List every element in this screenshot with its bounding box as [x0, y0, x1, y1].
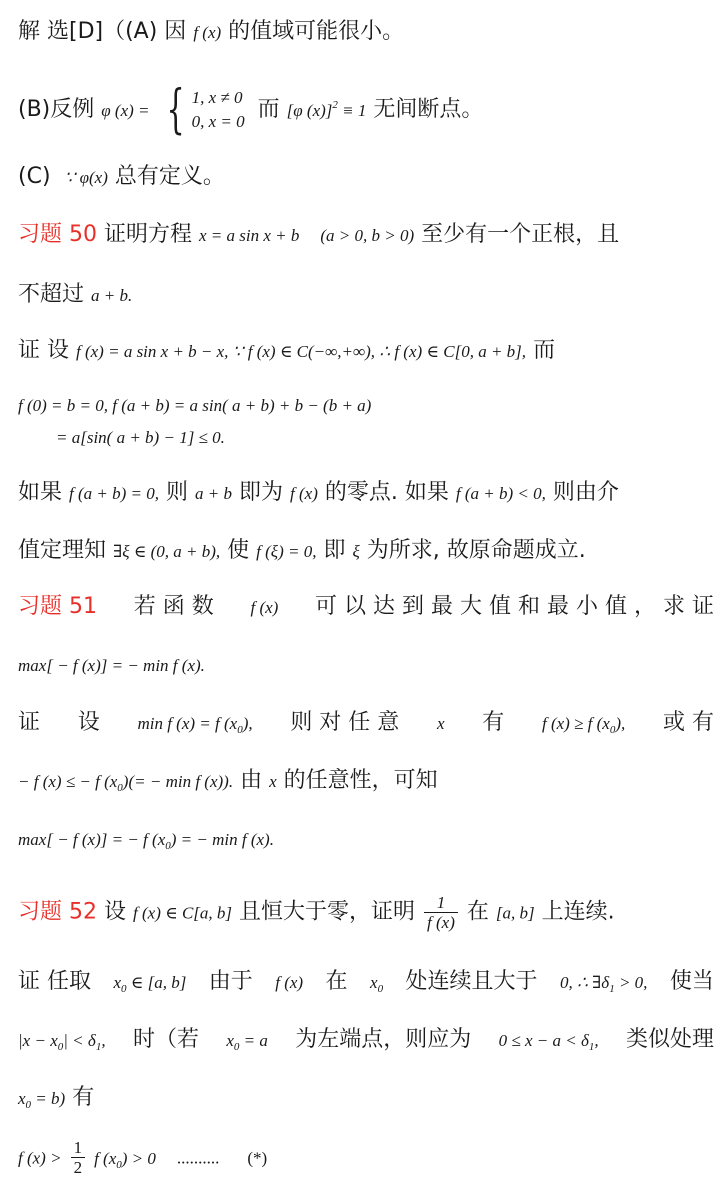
math: f $(x_0) > 0$	[94, 1148, 156, 1171]
text: 至少有一个正根，且	[421, 222, 620, 247]
text: 在	[466, 899, 489, 925]
text: 的任意性，可知	[283, 768, 438, 793]
math-eval-cont: = a[sin( a + b) − 1] ≤ 0.	[56, 428, 225, 447]
case-1: 1, x ≠ 0	[191, 88, 243, 107]
text: 时（若	[132, 1027, 199, 1052]
math-fx: f (x)	[275, 973, 304, 992]
math: $0 \le x - a < \delta_1$,	[498, 1031, 599, 1053]
text: (C)	[18, 164, 51, 189]
text: 的零点. 如果	[324, 480, 449, 505]
problem-51-claim	[18, 650, 718, 681]
text: 可 以 达 到 最 大 值 和 最 小 值 ， 求 证	[315, 594, 714, 619]
text: 解 选[D]（(A) 因	[18, 19, 187, 44]
math-equation: x = a sin x + b	[199, 226, 300, 245]
text: 或 有	[662, 710, 714, 735]
math-phi-squared: [φ (x)]$^2$ ≡ 1	[286, 99, 367, 120]
text: 即为	[239, 480, 284, 505]
text: 类似处理	[625, 1027, 714, 1052]
math-eval: f (0) = b = 0, f (a + b) = a sin( a + b) + b − (b + a)	[18, 396, 372, 415]
math: ∃ξ ∈ (0, a + b),	[113, 542, 221, 561]
text: 值定理知	[18, 538, 107, 563]
text: 有	[72, 1085, 95, 1110]
math: min f (x) = f $(x_0)$,	[137, 714, 253, 736]
math: max[ − f (x)] = − f $(x_0)$ = − min f (x).	[18, 830, 274, 852]
math-x: x	[437, 714, 445, 733]
math: [a, b]	[495, 903, 535, 923]
text: 的值域可能很小。	[228, 19, 405, 44]
line-solution-d	[18, 17, 718, 48]
text: 则由介	[552, 480, 619, 505]
text: (B)反例	[18, 97, 95, 122]
text: 由于	[208, 969, 253, 994]
left-brace-symbol: {	[165, 80, 185, 140]
proof-51-line-2	[18, 766, 718, 803]
proof-51-line-3	[18, 824, 718, 861]
proof-50-line-2	[18, 390, 718, 421]
text: 上连续.	[541, 899, 615, 925]
math: f (ξ) = 0,	[256, 542, 317, 561]
text: 设	[77, 710, 100, 735]
math: a + b	[195, 484, 233, 503]
problem-label: 习题 52	[18, 899, 97, 925]
math-condition: (a > 0, b > 0)	[320, 226, 415, 245]
text: 且恒大于零，证明	[239, 899, 416, 925]
text: 而	[257, 97, 280, 122]
proof-50-line-1	[18, 336, 718, 367]
problem-label: 习题 50	[18, 222, 97, 247]
math: f (a + b) = 0,	[69, 484, 160, 503]
problem-50-statement-2	[18, 280, 718, 311]
text: 若 函 数	[133, 594, 214, 619]
math-setup: f (x) = a sin x + b − x, ∵ f (x) ∈ C(−∞,+∞), ∴ f (x) ∈ C[0, a + b],	[76, 342, 527, 361]
problem-label: 习题 51	[18, 594, 97, 619]
text: 使当	[669, 969, 714, 994]
math-claim: max[ − f (x)] = − min f (x).	[18, 656, 205, 675]
text: 而	[533, 338, 556, 363]
text: 即	[323, 538, 346, 563]
math: $x_0 = b$)	[18, 1089, 66, 1111]
problem-51-statement	[18, 592, 714, 623]
text: 证明方程	[104, 222, 193, 247]
case-2: 0, x = 0	[191, 112, 245, 131]
piecewise-definition	[159, 80, 245, 140]
math: f (x)	[290, 484, 318, 503]
math: ξ	[352, 542, 360, 561]
proof-52-line-3	[18, 1083, 718, 1120]
text: 为所求, 故原命题成立.	[366, 538, 586, 563]
math: f (a + b) < 0,	[455, 484, 546, 503]
equation-tag: (*)	[247, 1148, 268, 1168]
text: 处连续且大于	[405, 969, 538, 994]
math-fx: f (x)	[250, 598, 279, 617]
math: − f (x) ≤ − f $(x_0)(= - \min f$ (x)).	[18, 772, 234, 794]
problem-52-statement	[18, 893, 718, 932]
math: $x_0 = a$	[226, 1031, 268, 1053]
problem-50-statement	[18, 220, 718, 251]
math-x: x	[269, 772, 277, 791]
text: 证	[18, 710, 41, 735]
math-bound: a + b.	[91, 286, 133, 305]
line-c	[18, 162, 718, 193]
text: 有	[482, 710, 505, 735]
text: 证 设	[18, 338, 69, 363]
text: 设	[104, 899, 127, 925]
proof-50-line-4	[18, 478, 718, 509]
line-counterexample	[18, 80, 718, 140]
math: f (x) ∈ C[a, b]	[133, 903, 233, 923]
math: $x_0$ ∈ [a, b]	[113, 973, 187, 995]
math: $x_0$	[370, 973, 384, 995]
math: $|x - x_0| < \delta_1$,	[18, 1031, 106, 1053]
proof-52-line-4	[18, 1138, 718, 1180]
text: 不超过	[18, 282, 85, 307]
text: 证 任取	[18, 969, 91, 994]
proof-52-line-2	[18, 1025, 714, 1062]
text: 无间断点。	[373, 97, 484, 122]
math-fx: f (x)	[193, 23, 222, 42]
math: f (x) ≥ f $(x_0)$,	[541, 714, 626, 736]
fraction-one-over-fx: $\frac{1}{f (x)}$	[424, 893, 458, 932]
piecewise-cases	[192, 86, 245, 134]
proof-51-line-1	[18, 708, 714, 745]
math-phi: ∵ φ(x)	[64, 168, 108, 187]
text: 总有定义。	[114, 164, 225, 189]
proof-50-line-3	[56, 422, 718, 453]
math: f (x) >	[18, 1148, 62, 1168]
text: 在	[325, 969, 348, 994]
text: 则	[166, 480, 189, 505]
math: 0, ∴ $\exists\delta_1 > 0$,	[559, 973, 648, 995]
fraction-one-half: $\frac{1}{2}$	[71, 1138, 86, 1177]
math-phi: φ (x) =	[101, 101, 150, 120]
text: 则 对 任 意	[290, 710, 400, 735]
text: 为左端点，则应为	[295, 1027, 472, 1052]
proof-50-line-5	[18, 536, 718, 567]
text: 由	[240, 768, 263, 793]
proof-52-line-1	[18, 967, 714, 1004]
text: 使	[227, 538, 250, 563]
text: 如果	[18, 480, 63, 505]
dots: ..........	[176, 1148, 220, 1168]
